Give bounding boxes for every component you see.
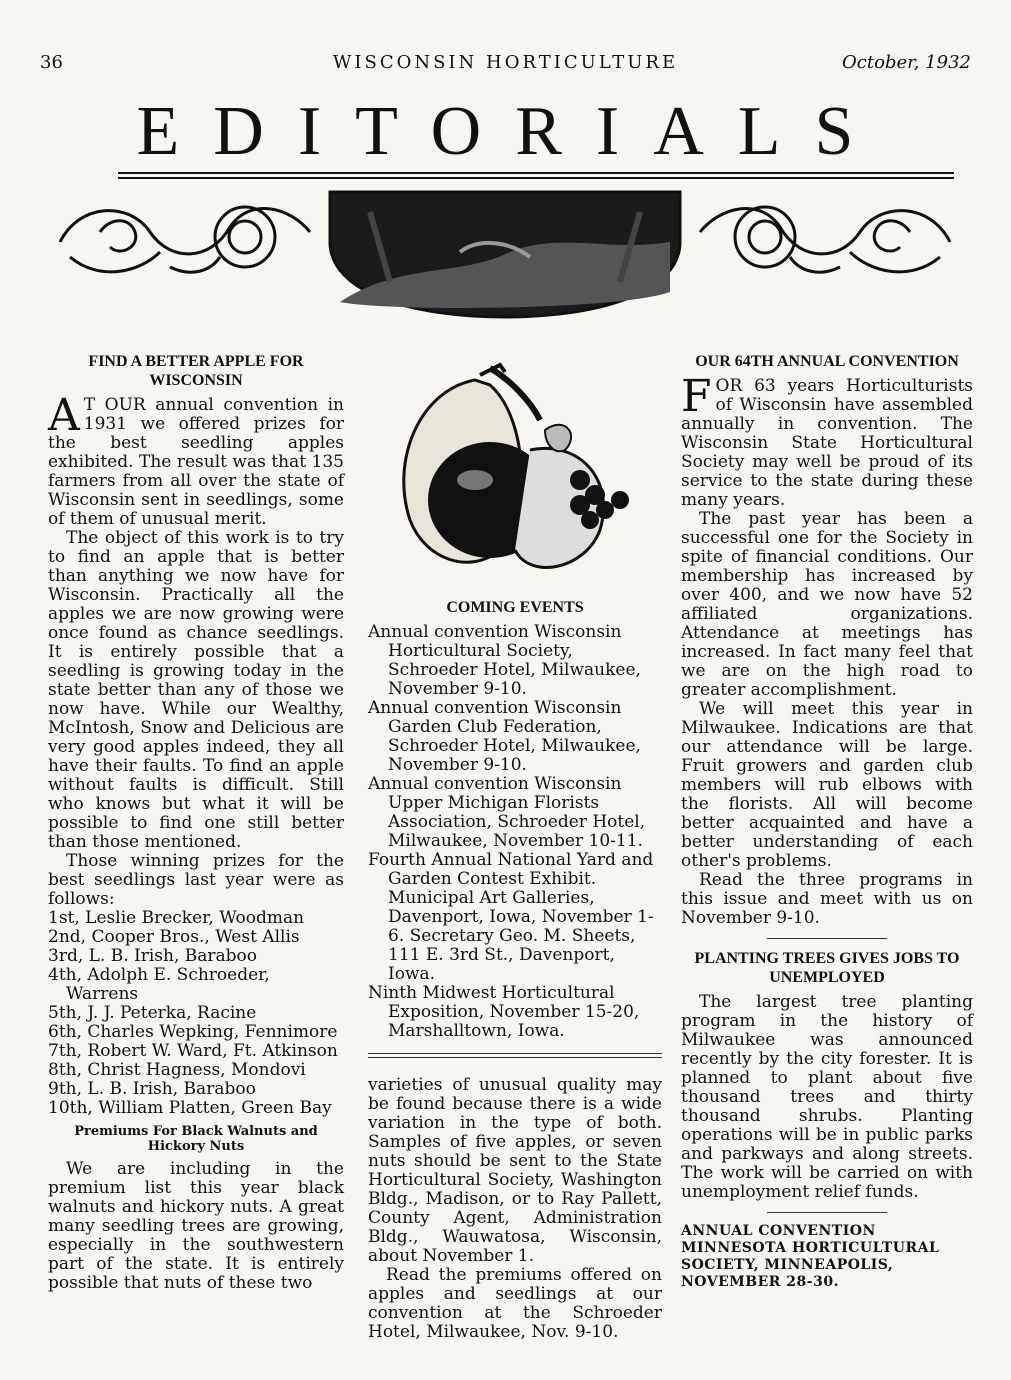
list-item: 7th, Robert W. Ward, Ft. Atkinson: [48, 1041, 338, 1061]
title-rules: [118, 172, 954, 182]
article-headline-convention: OUR 64TH ANNUAL CONVENTION: [695, 353, 959, 370]
winners-list: [48, 909, 344, 1118]
list-item: Annual convention Wisconsin Upper Michigan Florists Association, Schroeder Hotel, Milwaukee, November 10-11.: [368, 774, 646, 851]
article-paragraph: T OUR annual convention in 1931 we offered prizes for the best seedling apples exhibited. The result was that 135 farmers from all over the state of Wisconsin sent in seedlings, some of them of unusual merit.: [48, 395, 344, 529]
list-item: Annual convention Wisconsin Horticultural Society, Schroeder Hotel, Milwaukee, November 9-10.: [368, 622, 641, 699]
divider: [767, 1212, 887, 1213]
events-list: [368, 623, 662, 1041]
left-column: [48, 352, 344, 1293]
list-item: 1st, Leslie Brecker, Woodman: [48, 908, 305, 928]
issue-date: October, 1932: [842, 52, 971, 73]
section-title: EDITORIALS: [136, 93, 888, 170]
list-item: Fourth Annual National Yard and Garden Contest Exhibit. Municipal Art Galleries, Davenport, Iowa, November 1-6. Secretary Geo. M. Sheets, 111 E. 3rd St., Davenport, Iowa.: [368, 850, 654, 984]
middle-column: [368, 598, 662, 1342]
article-paragraph: OR 63 years Horticulturists of Wisconsin have assembled annually in convention. The Wisconsin State Horticultural Society may well be proud of its service to the state during these many years.: [681, 376, 973, 510]
fruit-illustration: [380, 360, 640, 590]
list-item: 9th, L. B. Irish, Baraboo: [48, 1079, 256, 1099]
coming-events-title: COMING EVENTS: [446, 599, 584, 616]
double-rule: [368, 1053, 662, 1058]
ornamental-banner: [40, 182, 970, 324]
list-item: 5th, J. J. Peterka, Racine: [48, 1003, 257, 1023]
list-item: 4th, Adolph E. Schroeder, Warrens: [48, 965, 270, 1004]
article-paragraph: We will meet this year in Milwaukee. Indications are that our attendance will be large. Fruit growers and garden club members will rub elbows with the florists. All will become better acquainted and have a better understanding of each other's problems.: [681, 699, 973, 871]
divider: [767, 938, 887, 939]
article-paragraph: Read the premiums offered on apples and seedlings at our convention at the Schroeder Hotel, Milwaukee, Nov. 9-10.: [368, 1265, 662, 1342]
article-paragraph: We are including in the premium list this year black walnuts and hickory nuts. A great many seedling trees are growing, especially in the southwestern part of the state. It is entirely possible that nuts of these two: [48, 1159, 344, 1293]
subheading-nuts: Premiums For Black Walnuts and Hickory Nuts: [74, 1124, 318, 1154]
drop-cap: F: [681, 371, 712, 422]
right-column: [681, 352, 973, 1291]
list-item: 3rd, L. B. Irish, Baraboo: [48, 946, 258, 966]
running-title: WISCONSIN HORTICULTURE: [332, 52, 679, 73]
list-item: Ninth Midwest Horticultural Exposition, November 15-20, Marshalltown, Iowa.: [368, 983, 640, 1041]
drop-cap: A: [48, 390, 80, 441]
article-paragraph: The largest tree planting program in the history of Milwaukee was announced recently by the city forester. It is planned to plant about five thousand trees and thirty thousand shrubs. Planting operations will be in public parks and parkways and along streets. The work will be carried on with unemployment relief funds.: [681, 992, 973, 1202]
list-item: Annual convention Wisconsin Garden Club Federation, Schroeder Hotel, Milwaukee, November 9-10.: [368, 698, 641, 775]
list-item: 10th, William Platten, Green Bay: [48, 1098, 332, 1118]
article-paragraph: Those winning prizes for the best seedlings last year were as follows:: [48, 851, 344, 909]
list-item: 6th, Charles Wepking, Fennimore: [48, 1022, 338, 1042]
article-paragraph: varieties of unusual quality may be found because there is a wide variation in the type of both. Samples of five apples, or seven nuts should be sent to the State Horticultural Society, Washington Bldg., Madison, or to Ray Pallett, County Agent, Administration Bldg., Wauwatosa, Wisconsin, about November 1.: [368, 1075, 662, 1266]
article-paragraph: The past year has been a successful one for the Society in spite of financial conditions. Our membership has increased by over 400, and we now have 52 affiliated organizations. Attendance at meetings has increased. In fact many feel that we are on the high road to greater accomplishment.: [681, 509, 973, 700]
footer-notice: ANNUAL CONVENTION MINNESOTA HORTICULTURAL SOCIETY, MINNEAPOLIS, NOVEMBER 28-30.: [681, 1223, 940, 1290]
article-paragraph: The object of this work is to try to find an apple that is better than anything we now have for Wisconsin. Practically all the apples we are now growing were once found as chance seedlings. It is entirely possible that a seedling is growing today in the state better than any of those we now have. While our Wealthy, McIntosh, Snow and Delicious are very good apples indeed, they all have their faults. To find an apple without faults is difficult. Still who knows but what it will be possible to find one still better than those mentioned.: [48, 528, 344, 852]
list-item: 2nd, Cooper Bros., West Allis: [48, 927, 300, 947]
page-number: 36: [40, 52, 63, 73]
article-paragraph: Read the three programs in this issue and meet with us on November 9-10.: [681, 870, 973, 928]
article-headline-better-apple: FIND A BETTER APPLE FOR WISCONSIN: [88, 353, 304, 389]
article-headline-planting-trees: PLANTING TREES GIVES JOBS TO UNEMPLOYED: [694, 950, 960, 986]
list-item: 8th, Christ Hagness, Mondovi: [48, 1060, 306, 1080]
